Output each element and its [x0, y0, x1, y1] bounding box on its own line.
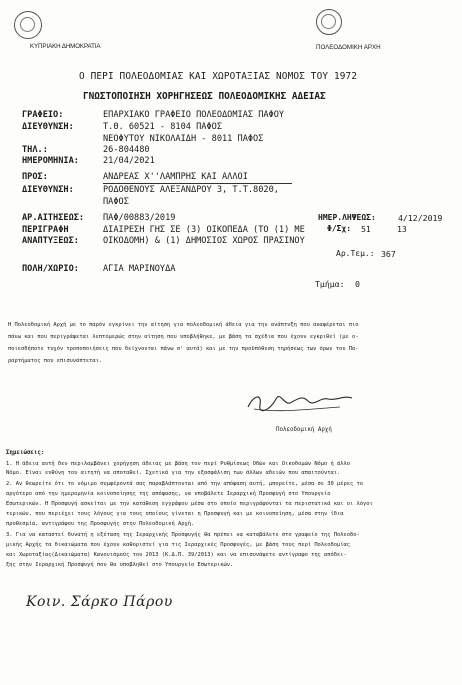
plot-label: Αρ.Τεμ.: — [336, 249, 375, 258]
notes-heading: Σημειώσεις: — [6, 450, 45, 456]
notice-title: ΓΝΩΣΤΟΠΟΙΗΣΗ ΧΟΡΗΓΗΣΕΩΣ ΠΟΛΕΟΔΟΜΙΚΗΣ ΑΔΕΙΑΣ — [83, 91, 326, 102]
law-title: Ο ΠΕΡΙ ΠΟΛΕΟΔΟΜΙΑΣ ΚΑΙ ΧΩΡΟΤΑΞΙΑΣ ΝΟΜΟΣ ΤΟΥ 1972 — [79, 71, 358, 82]
description-line1: ΔΙΑΙΡΕΣΗ ΓΗΣ ΣΕ (3) ΟΙΚΟΠΕΔΑ (ΤΟ (1) ΜΕ — [103, 225, 305, 235]
note-1-line-1: 1. Η άδεια αυτή δεν περιλαμβάνει χορήγηση άδειας με βάση τον περί Ρυθμίσεως Οδών και Οικοδομών Νόμο ή άλλο — [6, 461, 351, 467]
office-value: ΕΠΑΡΧΙΑΚΟ ΓΡΑΦΕΙΟ ΠΟΛΕΟΔΟΜΙΑΣ ΠΑΦΟΥ — [103, 110, 285, 120]
applicant-underline — [103, 183, 292, 184]
application-number-label: ΑΡ.ΑΙΤΗΣΕΩΣ: — [22, 213, 85, 223]
note-2-line-4: τερικών, που περιέχει τους λόγους για τους οποίους γίνεται η Προσφυγή και με κοινοποίηση, μέσα στην ίδια — [6, 511, 344, 517]
note-1-line-2: Νόμο. Είναι ευθύνη του αιτητή να αποταθεί. Σχετικά για την εξασφάλιση των άλλων αδειών που απαιτούνται. — [6, 470, 341, 476]
plot-value: 367 — [381, 249, 396, 259]
sheet-extra: 13 — [397, 224, 407, 234]
received-date-value: 4/12/2019 — [398, 213, 443, 223]
office-address-line1: Τ.Θ. 60521 - 8104 ΠΑΦΟΣ — [103, 122, 222, 132]
approval-line-2: πάνω και που περιγράφεται λεπτομερώς στην αίτηση που υποβλήθηκε, με βάση τα σχέδια που έχουν εγκριθεί (με ο- — [8, 334, 359, 340]
sheet-value: 51 — [361, 224, 371, 234]
note-3-line-4: ξης στην Ιεραρχική Προσφυγή που θα υποβληθεί στο Υπουργείο Εσωτερικών. — [6, 562, 234, 568]
section-value: 0 — [355, 279, 360, 289]
description-line2: ΟΙΚΟΔΟΜΗ) & (1) ΔΗΜΟΣΙΟΣ ΧΩΡΟΣ ΠΡΑΣΙΝΟΥ — [103, 236, 305, 246]
received-date-label: ΗΜΕΡ.ΛΗΨΕΩΣ: — [318, 213, 376, 222]
note-3-line-3: και Χωροταξίας(Δικαιώματα) Κανονισμούς του 2013 (Κ.Δ.Π. 39/2013) και να επισυνάψετε αντίγραφο της απόδει- — [6, 552, 347, 558]
applicant-to-value: ΑΝΔΡΕΑΣ Χ''ΛΑΜΠΡΗΣ ΚΑΙ ΑΛΛΟΙ — [103, 172, 248, 182]
right-org-label: ΠΟΛΕΟΔΟΜΙΚΗ ΑΡΧΗ — [316, 44, 381, 51]
approval-line-3: ποιεσδήποτε τυχόν τροποποιήσεις που δείχνονται πάνω σ' αυτά) και με την προϋπόθεση τηρήσεως των όρων του Πα- — [8, 346, 359, 352]
application-number-value: ΠΑΦ/00883/2019 — [103, 213, 176, 223]
note-3-line-2: μικής Αρχής τα δικαιώματα που έχουν καθοριστεί για τις Ιεραρχικές Προσφυγές, με βάση τους περί Πολεοδομίας — [6, 542, 351, 548]
authority-label: Πολεοδομική Αρχή — [276, 427, 332, 433]
approval-line-4: ραρτήματος που επισυνάπτεται. — [8, 358, 103, 364]
office-date-value: 21/04/2021 — [103, 156, 155, 166]
office-phone-label: ΤΗΛ.: — [22, 145, 48, 155]
office-address-label: ΔΙΕΥΘΥΝΣΗ: — [22, 122, 74, 132]
note-2-line-1: 2. Αν θεωρείτε ότι το νόμιμο συμφέροντά σας παραβλάπτονται από την απόφαση αυτή, μπορείτε, μέσα σε 30 μέρες το — [6, 481, 363, 487]
authority-signature — [240, 385, 370, 425]
section-label: Τμήμα: — [315, 279, 345, 289]
office-label: ΓΡΑΦΕΙΟ: — [22, 110, 64, 120]
sheet-label: Φ/Σχ: — [327, 224, 352, 233]
town-label: ΠΟΛΗ/ΧΩΡΙΟ: — [22, 264, 79, 274]
applicant-address-line2: ΠΑΦΟΣ — [103, 197, 129, 207]
office-address-line2: ΝΕΟΦΥΤΟΥ ΝΙΚΟΛΑΙΔΗ - 8011 ΠΑΦΟΣ — [103, 134, 264, 144]
town-value: ΑΓΙΑ ΜΑΡΙΝΟΥΔΑ — [103, 264, 176, 274]
applicant-address-line1: ΡΟΔΟΘΕΝΟΥΣ ΑΛΕΞΑΝΔΡΟΥ 3, Τ.Τ.8020, — [103, 185, 279, 195]
office-phone-value: 26-804480 — [103, 145, 150, 155]
state-emblem-left — [14, 11, 42, 39]
cyprus-emblem-right — [316, 9, 342, 35]
note-3-line-1: 3. Για να καταστεί δυνατή η εξέταση της Ιεραρχικής Προσφυγής θα πρέπει να καταβάλετε στο γραφείο της Πολεοδο- — [6, 532, 360, 538]
note-2-line-5: προθεσμία, αντιγράφου της Προσφυγής στην Πολεοδομική Αρχή. — [6, 521, 195, 527]
office-date-label: ΗΜΕΡΟΜΗΝΙΑ: — [22, 156, 79, 166]
description-label-2: ΑΝΑΠΤΥΞΕΩΣ: — [22, 236, 79, 246]
note-2-line-3: Εσωτερικών. Η Προσφυγή ασκείται με την κατάθεση εγγράφου μέσα στο οποίο περιγράφονται τα περιστατικά και οι λόγοι — [6, 501, 373, 507]
left-org-label: ΚΥΠΡΙΑΚΗ ΔΗΜΟΚΡΑΤΙΑ — [30, 43, 101, 50]
handwritten-copy-note: Κοιν. Σάρκο Πάρου — [26, 594, 173, 610]
applicant-to-label: ΠΡΟΣ: — [22, 172, 48, 182]
applicant-address-label: ΔΙΕΥΘΥΝΣΗ: — [22, 185, 74, 195]
note-2-line-2: αργότερο από την ημερομηνία κοινοποίησης της απόφασης, να υποβάλετε Ιεραρχική Προσφυγή στο Υπουργείο — [6, 491, 331, 497]
description-label-1: ΠΕΡΙΓΡΑΦΗ — [22, 225, 69, 235]
approval-line-1: Η Πολεοδομική Αρχή με το παρόν εγκρίνει την αίτηση για πολεοδομική άδεια για την ανάπτυξη που αναφέρεται πιο — [8, 322, 359, 328]
